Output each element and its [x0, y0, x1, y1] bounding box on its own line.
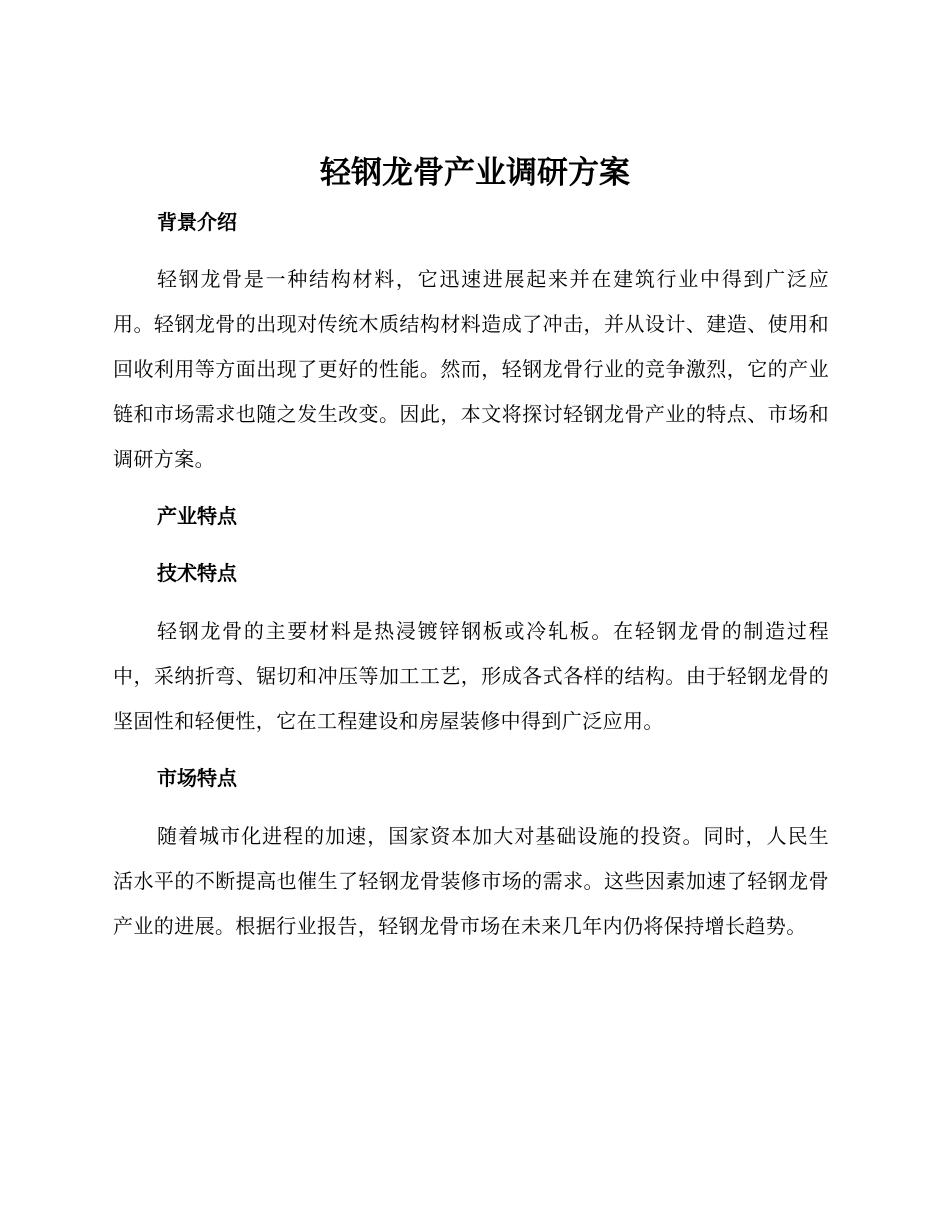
heading-market: 市场特点 — [157, 766, 237, 790]
paragraph-market: 随着城市化进程的加速，国家资本加大对基础设施的投资。同时，人民生活水平的不断提高也催生了轻钢龙骨装修市场的需求。这些因素加速了轻钢龙骨产业的进展。根据行业报告，轻钢龙骨市场在未来几年内仍将保持增长趋势。 — [113, 824, 829, 938]
heading-technology: 技术特点 — [157, 561, 237, 585]
paragraph-background: 轻钢龙骨是一种结构材料，它迅速进展起来并在建筑行业中得到广泛应用。轻钢龙骨的出现对传统木质结构材料造成了冲击，并从设计、建造、使用和回收利用等方面出现了更好的性能。然而，轻钢龙骨行业的竞争激烈，它的产业链和市场需求也随之发生改变。因此，本文将探讨轻钢龙骨产业的特点、市场和调研方案。 — [113, 267, 829, 471]
heading-background: 背景介绍 — [157, 210, 237, 234]
heading-industry: 产业特点 — [157, 504, 237, 528]
document-title: 轻钢龙骨产业调研方案 — [320, 155, 630, 191]
paragraph-technology: 轻钢龙骨的主要材料是热浸镀锌钢板或冷轧板。在轻钢龙骨的制造过程中，采纳折弯、锯切和冲压等加工工艺，形成各式各样的结构。由于轻钢龙骨的坚固性和轻便性，它在工程建设和房屋装修中得到广泛应用。 — [113, 619, 829, 733]
